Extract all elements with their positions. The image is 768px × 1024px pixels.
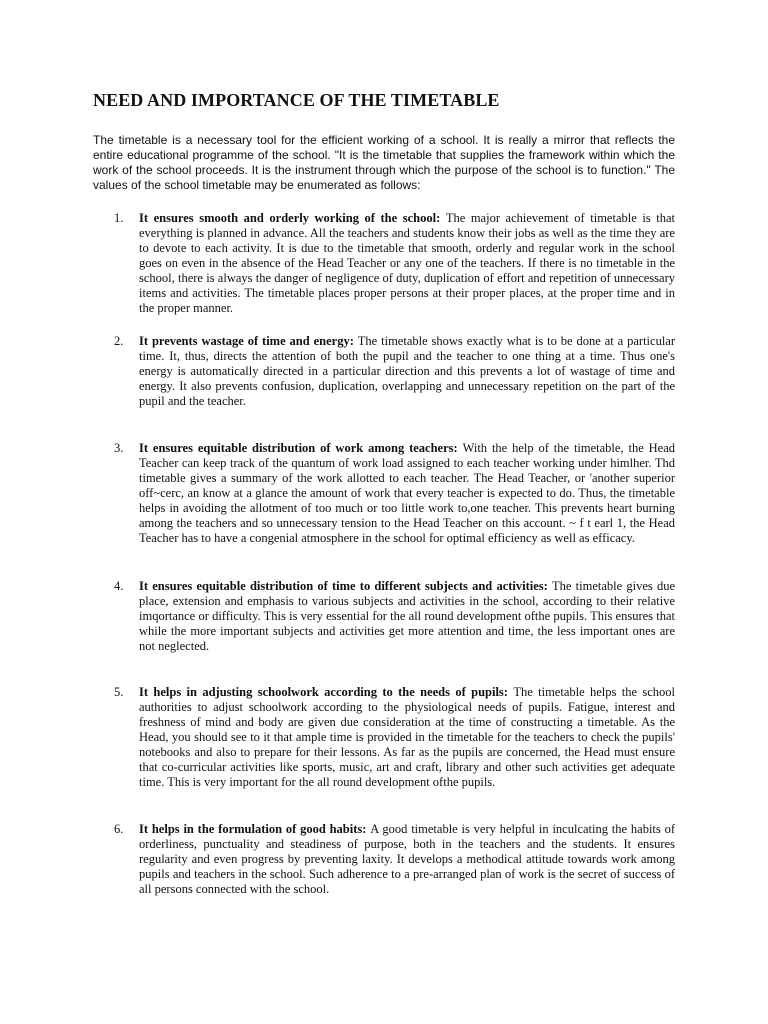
- values-list: [93, 211, 675, 897]
- list-item-number: 2.: [114, 334, 124, 348]
- list-item-heading: It ensures equitable distribution of work among teachers:: [139, 441, 463, 455]
- list-item-text: With the help of the timetable, the Head Teacher can keep track of the quantum of work load assigned to each teacher working under himlher. Thd timetable gives a summary of the work allotted to each teacher. The Head Teacher, or 'another superior off~cerc, an know at a glance the amount of work that every teacher is expected to do. Thus, the timetable helps in avoiding the allotment of too much or too little work to,one teacher. This prevents heart burning among the teachers and so unnecessary tension to the Head Teacher on this account. ~ f t earl 1, the Head Teacher has to have a congenial atmosphere in the school for optimal efficiency as well as efficacy.: [139, 441, 675, 545]
- list-item-text: A good timetable is very helpful in inculcating the habits of orderliness, punctuality and steadiness of purpose, both in the teachers and the students. It ensures regularity and even progress by preventing laxity. It develops a methodical attitude towards work among pupils and teachers in the school. Such adherence to a pre-arranged plan of work is the secret of success of all persons connected with the school.: [139, 822, 675, 896]
- list-item: [93, 441, 675, 546]
- list-item: [93, 822, 675, 897]
- list-item-heading: It prevents wastage of time and energy:: [139, 334, 358, 348]
- list-item-number: 3.: [114, 441, 124, 455]
- list-item-number: 5.: [114, 685, 124, 699]
- list-item-heading: It helps in the formulation of good habits:: [139, 822, 371, 836]
- document-page: [93, 88, 675, 897]
- list-item-text: The timetable shows exactly what is to be done at a particular time. It, thus, directs the attention of both the pupil and the teacher to one thing at a time. Thus one's energy is automatically directed in a particular direction and this prevents a lot of wastage of time and energy. It also prevents confusion, duplication, overlapping and unnecessary repetition on the part of the pupil and the teacher.: [139, 334, 675, 408]
- list-item-number: 4.: [114, 579, 124, 593]
- list-item: [93, 685, 675, 790]
- list-item-number: 1.: [114, 211, 124, 225]
- list-item-heading: It ensures equitable distribution of time to different subjects and activities:: [139, 579, 553, 593]
- list-item-heading: It ensures smooth and orderly working of the school:: [139, 211, 446, 225]
- intro-paragraph: The timetable is a necessary tool for the efficient working of a school. It is really a mirror that reflects the entire educational programme of the school. "It is the timetable that supplies the framework within which the work of the school proceeds. It is the instrument through which the purpose of the school is to function." The values of the school timetable may be enumerated as follows:: [93, 133, 675, 192]
- list-item-text: The major achievement of timetable is that everything is planned in advance. All the teachers and students know their jobs as well as the time they are to devote to each activity. It is due to the timetable that smooth, orderly and regular work in the school goes on even in the absence of the Head Teacher or any one of the teachers. If there is no timetable in the school, there is always the danger of negligence of duty, duplication of effort and repetition of unnecessary items and activities. The timetable places proper persons at their proper places, at the proper time and in the proper manner.: [139, 211, 675, 315]
- list-item-text: The timetable gives due place, extension and emphasis to various subjects and activities in the school, according to their relative imqortance or difficulty. This is very essential for the all round development ofthe pupils. This ensures that while the more important subjects and activities get more attention and time, the less important ones are not neglected.: [139, 579, 675, 653]
- list-item: [93, 579, 675, 654]
- page-title: NEED AND IMPORTANCE OF THE TIMETABLE: [93, 90, 500, 110]
- list-item-number: 6.: [114, 822, 124, 836]
- list-item-heading: It helps in adjusting schoolwork according to the needs of pupils:: [139, 685, 514, 699]
- list-item: [93, 211, 675, 316]
- list-item-text: The timetable helps the school authorities to adjust schoolwork according to the physiological needs of pupils. Fatigue, interest and freshness of mind and body are given due consideration at the time of constructing a timetable. As the Head, you should see to it that ample time is provided in the timetable for the teachers to check the pupils' notebooks and also to prepare for their lessons. As far as the pupils are concerned, the Head must ensure that co-curricular activities like sports, music, art and craft, library and other such activities get adequate time. This is very important for the all round development ofthe pupils.: [139, 685, 676, 789]
- list-item: [93, 334, 675, 409]
